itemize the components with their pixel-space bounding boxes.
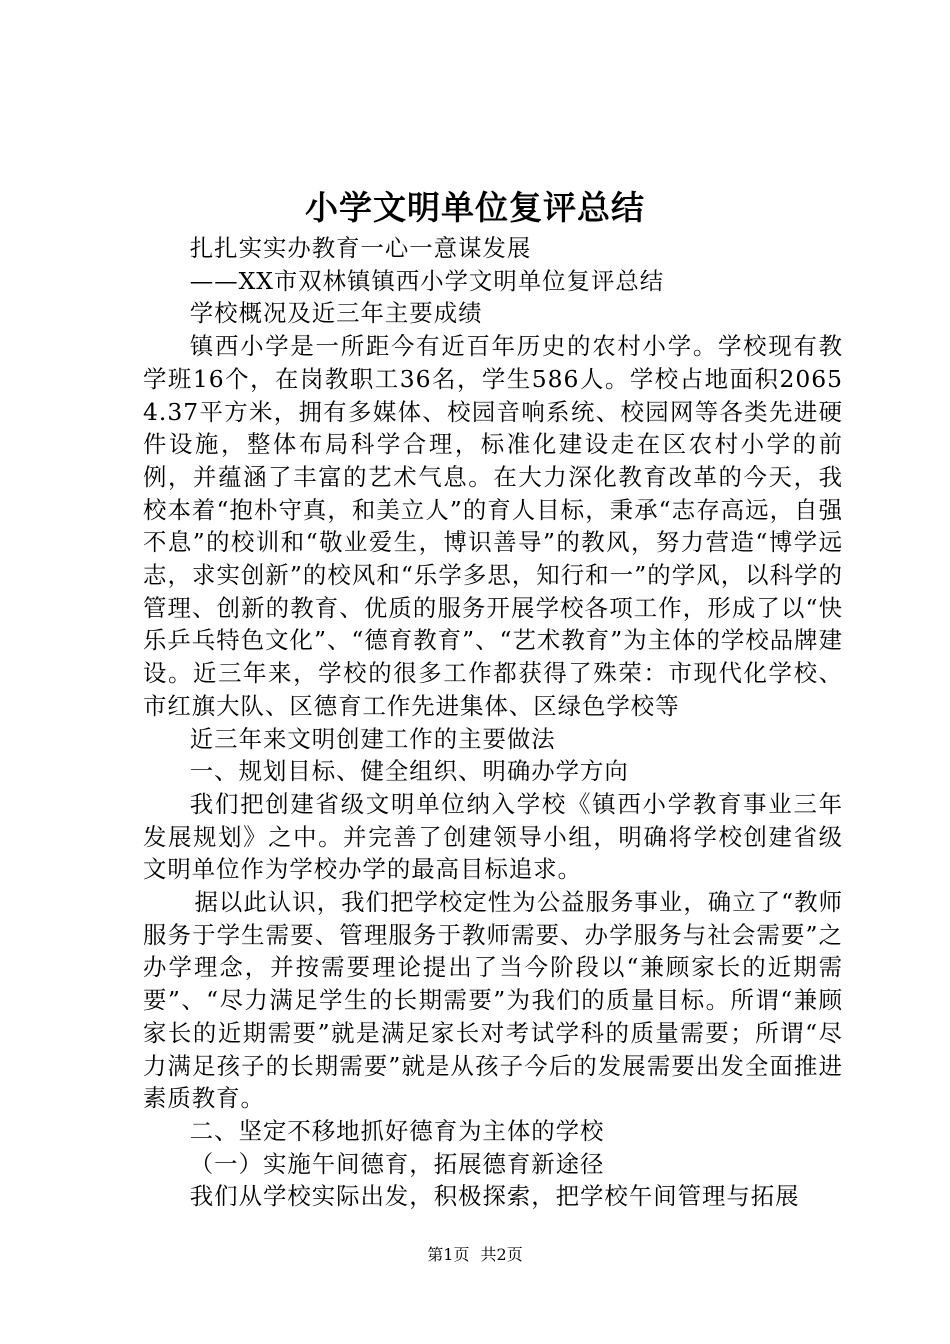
page-footer: [0, 1243, 950, 1267]
page-number: 第1页: [427, 1245, 470, 1264]
document-body: [143, 232, 843, 1213]
paragraph-overview: 镇西小学是一所距今有近百年历史的农村小学。学校现有教学班16个，在岗教职工36名，学生586人。学校占地面积20654.37平方米，拥有多媒体、校园音响系统、校园网等各类先进硬件设施，整体布局科学合理，标准化建设走在区农村小学的前例，并蕴涵了丰富的艺术气息。在大力深化教育改革的今天，我校本着“抱朴守真，和美立人”的育人目标，秉承“志存高远，自强不息”的校训和“敬业爱生，博识善导”的教风，努力营造“博学远志，求实创新”的校风和“乐学多思，知行和一”的学风，以科学的管理、创新的教育、优质的服务开展学校各项工作，形成了以“快乐乒乓特色文化”、“德育教育”、“艺术教育”为主体的学校品牌建设。近三年来，学校的很多工作都获得了殊荣：市现代化学校、市红旗大队、区德育工作先进集体、区绿色学校等: [143, 332, 843, 720]
document-title: 小学文明单位复评总结: [305, 188, 645, 227]
paragraph-noon-education: 我们从学校实际出发，积极探索，把学校午间管理与拓展: [189, 1182, 800, 1211]
paragraph-philosophy: 据以此认识，我们把学校定性为公益服务事业，确立了“教师服务于学生需要、管理服务于教师需要、办学服务与社会需要”之办学理念，并按需要理论提出了当今阶段以“兼顾家长的近期需要”、“尽力满足学生的长期需要”为我们的质量目标。所谓“兼顾家长的近期需要”就是满足家长对考试学科的质量需要；所谓“尽力满足孩子的长期需要”就是从孩子今后的发展需要出发全面推进素质教育。: [143, 888, 843, 1113]
section-heading-overview: 学校概况及近三年主要成绩: [189, 299, 483, 328]
page-total: 共2页: [480, 1245, 523, 1264]
section-heading-moral-education: 二、坚定不移地抓好德育为主体的学校: [189, 1116, 605, 1145]
subsection-heading-noon-education: （一）实施午间德育，拓展德育新途径: [189, 1149, 605, 1178]
paragraph-planning: 我们把创建省级文明单位纳入学校《镇西小学教育事业三年发展规划》之中。并完善了创建领导小组，明确将学校创建省级文明单位作为学校办学的最高目标追求。: [143, 789, 843, 884]
section-heading-planning: 一、规划目标、健全组织、明确办学方向: [189, 757, 629, 786]
section-heading-practices: 近三年来文明创建工作的主要做法: [189, 724, 556, 753]
paragraph-subtitle-source: ——XX市双林镇镇西小学文明单位复评总结: [189, 266, 665, 295]
paragraph-subtitle: 扎扎实实办教育一心一意谋发展: [189, 234, 532, 262]
